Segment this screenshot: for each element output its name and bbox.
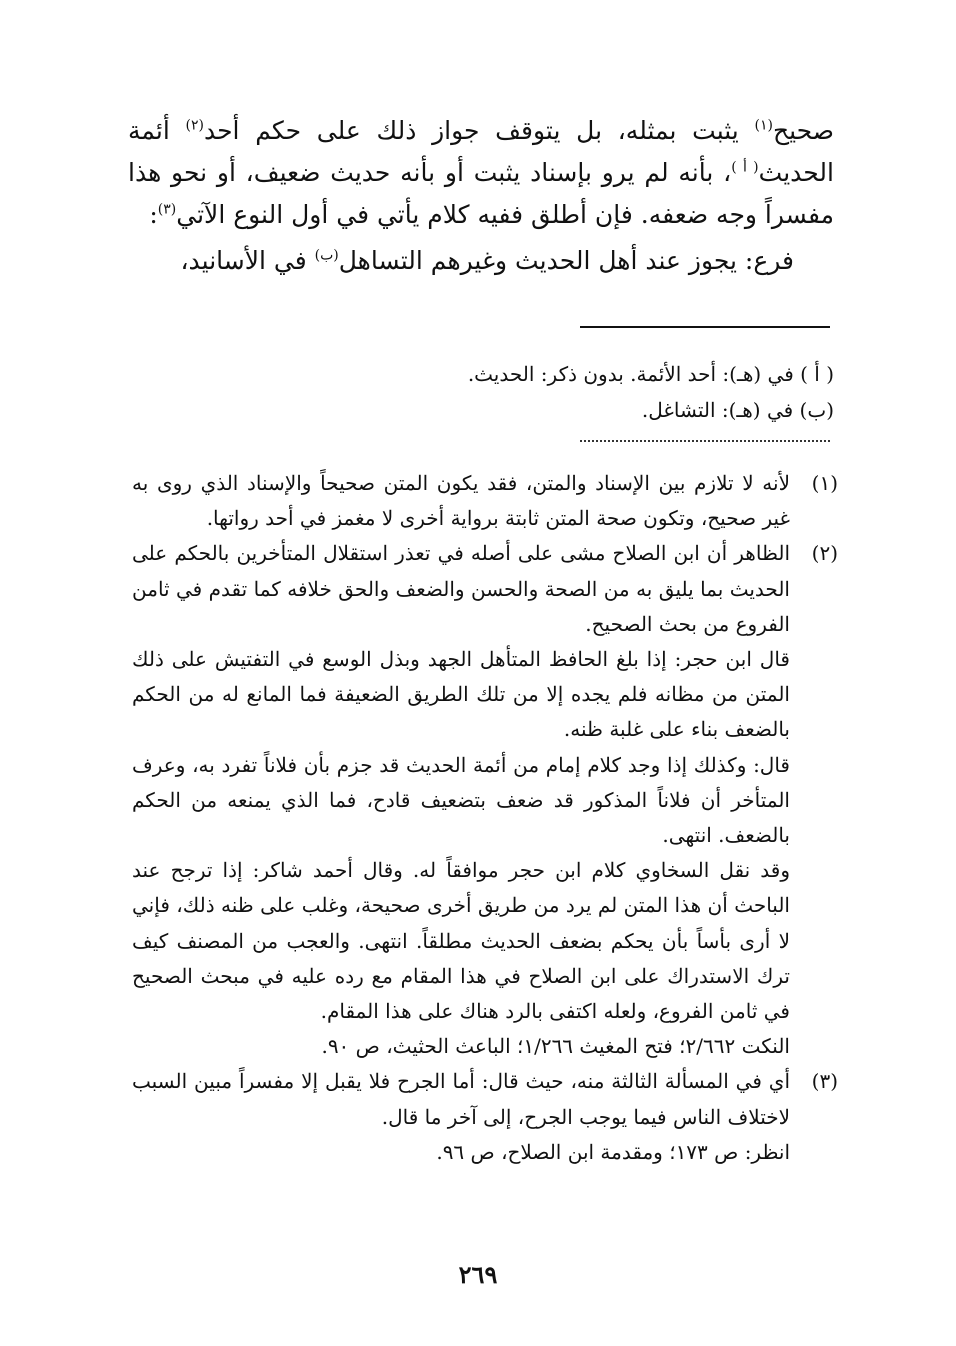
main-text-fragment: أئمة الحديث (128, 116, 834, 187)
variant-note-a: ( أ ) في (هـ): أحد الأئمة. بدون ذكر: الحديث. (467, 362, 834, 386)
footnote-number: (٢) (811, 541, 838, 566)
main-text-fragment: : (149, 200, 158, 229)
footnote-ref-1: (١) (754, 117, 773, 134)
footnote-paragraph: لأنه لا تلازم بين الإسناد والمتن، فقد يكون المتن صحيحاً والإسناد الذي روى به غير صحيح، وتكون صحة المتن ثابتة برواية أخرى لا مغمز في أحد رواتها. (132, 471, 790, 531)
footnote-body (132, 1064, 790, 1170)
main-text (128, 110, 834, 282)
footnote-citation: النكت ٢/٦٦٢؛ فتح المغيث ١/٢٦٦؛ الباعث الحثيث، ص ٩٠. (321, 1034, 790, 1059)
footnote-paragraph: أي في المسألة الثالثة منه، حيث قال: أما الجرح فلا يقبل إلا مفسراً مبين السبب لاختلاف الناس فيما يوجب الجرح، إلى آخر ما قال. (132, 1069, 790, 1129)
page-number: ٢٦٩ (458, 1260, 498, 1289)
variant-ref-a: ( أ ) (731, 159, 759, 176)
footnote (132, 536, 838, 1064)
footnote-number: (١) (811, 471, 838, 495)
footnote-paragraph: قال: وكذلك إذا وجد كلام إمام من أئمة الحديث قد جزم بأن فلاناً تفرد به، وعرف المتأخر أن فلاناً المذكور قد ضعف بتضعيف قادح، فما الذي يمنعه من الحكم بالضعف. انتهى. (132, 752, 790, 848)
footnote-ref-2: (٢) (185, 117, 204, 134)
footnote-separator (580, 326, 830, 328)
footnote-citation: انظر: ص ١٧٣؛ ومقدمة ابن الصلاح، ص ٩٦. (436, 1139, 790, 1164)
main-paragraph-2 (128, 240, 834, 282)
footnote (132, 1064, 838, 1170)
footnotes (132, 466, 838, 1170)
main-text-fragment: ، بأنه لم يرو بإسناد يثبت أو بأنه حديث ضعيف، أو نحو هذا مفسراً وجه ضعفه. فإن أطلق ففيه كلام يأتي في أول النوع الآتي (128, 158, 834, 229)
variant-ref-b: (ب) (314, 247, 339, 264)
main-text-fragment: في الأسانيد، (180, 246, 315, 275)
main-text-fragment: صحيح (772, 116, 834, 145)
main-text-fragment: فرع: يجوز عند أهل الحديث وغيرهم التساهل (338, 246, 794, 275)
footnote-ref-3: (٣) (157, 201, 177, 218)
variant-note-b: (ب) في (هـ): التشاغل. (641, 398, 834, 422)
footnote (132, 466, 838, 536)
footnote-body (132, 536, 790, 1064)
main-paragraph-1 (128, 110, 834, 236)
footnote-paragraph: الظاهر أن ابن الصلاح مشى على أصله في تعذر استقلال المتأخرين بالحكم على الحديث بما يليق به من الصحة والحسن والضعف والحق خلافه كما تقدم في ثامن الفروع من بحث الصحيح. (132, 541, 790, 636)
dotted-separator (580, 440, 830, 442)
variant-notes (300, 356, 834, 428)
footnote-paragraph: قال ابن حجر: إذا بلغ الحافظ المتأهل الجهد وبذل الوسع في التفتيش على ذلك المتن من مظانه فلم يجده إلا من تلك الطريق الضعيفة فما المانع له من الحكم بالضعف بناء على غلبة ظنه. (132, 647, 790, 742)
footnote-paragraph: وقد نقل السخاوي كلام ابن حجر موافقاً له. وقال أحمد شاكر: إذا ترجح عند الباحث أن هذا المتن لم يرد من طريق أخرى صحيحة، وغلب على ظنه ذلك، فإني لا أرى بأساً بأن يحكم بضعف الحديث مطلقاً. انتهى. والعجب من المصنف كيف ترك الاستدراك على ابن الصلاح في هذا المقام مع رده عليه في مبحث الصحيح في ثامن الفروع، ولعله اكتفى بالرد هناك على هذا المقام. (132, 858, 790, 1024)
main-text-fragment: يثبت بمثله، بل يتوقف جواز ذلك على حكم أحد (203, 116, 755, 145)
footnote-body (132, 466, 790, 536)
footnote-number: (٣) (811, 1069, 838, 1094)
